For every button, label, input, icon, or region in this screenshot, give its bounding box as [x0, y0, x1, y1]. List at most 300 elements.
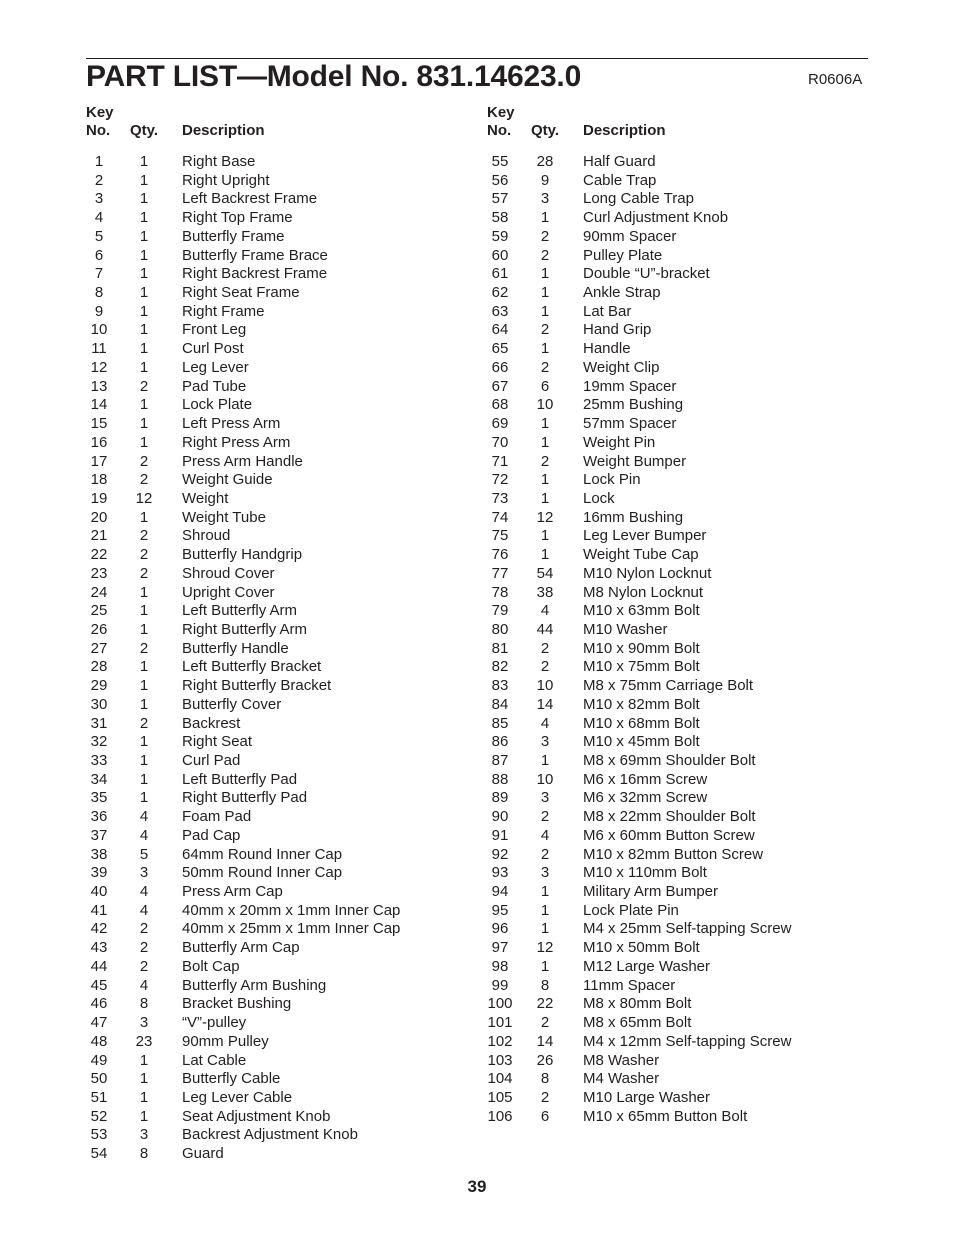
part-key: 28 — [90, 658, 108, 676]
part-key: 6 — [94, 246, 104, 264]
part-description: M10 x 68mm Bolt — [583, 714, 700, 732]
part-description: M8 x 80mm Bolt — [583, 995, 692, 1013]
part-description: M10 Large Washer — [583, 1088, 711, 1106]
part-description: M6 x 60mm Button Screw — [583, 826, 755, 844]
part-key: 81 — [491, 639, 509, 657]
part-description: M6 x 16mm Screw — [583, 770, 708, 788]
part-key: 91 — [491, 826, 509, 844]
header-key-line2: No. — [86, 122, 111, 139]
part-qty: 1 — [139, 190, 149, 208]
part-key: 84 — [491, 695, 509, 713]
part-description: M8 x 75mm Carriage Bolt — [583, 677, 754, 695]
part-qty: 44 — [536, 620, 554, 638]
header-description: Description — [182, 122, 265, 139]
part-qty: 8 — [139, 1145, 149, 1163]
part-description: Right Press Arm — [182, 433, 291, 451]
part-qty: 12 — [536, 939, 554, 957]
part-description: Right Seat Frame — [182, 284, 300, 302]
part-qty: 1 — [139, 265, 149, 283]
part-qty: 1 — [139, 209, 149, 227]
part-qty: 3 — [139, 1014, 149, 1032]
part-description: Lock Pin — [583, 471, 641, 489]
part-qty: 8 — [540, 1070, 550, 1088]
part-description: Right Butterfly Bracket — [182, 677, 332, 695]
part-key: 86 — [491, 733, 509, 751]
part-qty: 1 — [540, 527, 550, 545]
part-key: 11 — [91, 340, 107, 358]
part-description: 90mm Pulley — [182, 1032, 269, 1050]
part-qty: 3 — [540, 190, 550, 208]
part-key: 72 — [491, 471, 509, 489]
part-description: Press Arm Cap — [182, 883, 283, 901]
part-description: M4 x 25mm Self-tapping Screw — [583, 920, 792, 938]
part-qty: 4 — [540, 602, 550, 620]
part-key: 37 — [90, 826, 108, 844]
part-key: 67 — [491, 377, 509, 395]
part-qty: 2 — [540, 246, 550, 264]
part-qty: 2 — [139, 714, 149, 732]
part-description: Left Press Arm — [182, 415, 281, 433]
part-key: 50 — [90, 1070, 108, 1088]
part-description: Butterfly Arm Cap — [182, 939, 300, 957]
part-qty: 6 — [540, 377, 550, 395]
part-key: 23 — [90, 564, 108, 582]
part-description: Right Butterfly Pad — [182, 789, 308, 807]
part-description: Long Cable Trap — [583, 190, 694, 208]
part-key: 101 — [487, 1014, 513, 1032]
part-description: M8 x 22mm Shoulder Bolt — [583, 808, 756, 826]
part-key: 64 — [491, 321, 509, 339]
part-qty: 4 — [139, 901, 149, 919]
part-key: 73 — [491, 489, 509, 507]
part-description: “V”-pulley — [182, 1014, 247, 1032]
part-key: 26 — [90, 620, 108, 638]
part-description: Weight Bumper — [583, 452, 687, 470]
part-description: M10 x 63mm Bolt — [583, 602, 700, 620]
part-key: 38 — [90, 845, 108, 863]
part-description: Leg Lever Bumper — [583, 527, 707, 545]
part-qty: 3 — [540, 733, 550, 751]
part-key: 56 — [491, 171, 509, 189]
part-qty: 8 — [540, 976, 550, 994]
part-qty: 3 — [139, 1126, 149, 1144]
part-description: 40mm x 25mm x 1mm Inner Cap — [182, 920, 401, 938]
part-key: 19 — [90, 489, 108, 507]
part-key: 71 — [491, 452, 509, 470]
part-description: M10 x 65mm Button Bolt — [583, 1107, 748, 1125]
part-qty: 3 — [139, 864, 149, 882]
part-qty: 1 — [139, 153, 149, 170]
part-qty: 2 — [139, 939, 149, 957]
part-qty: 1 — [139, 1051, 149, 1069]
part-key: 39 — [90, 864, 108, 882]
part-qty: 1 — [139, 358, 149, 376]
part-qty: 1 — [540, 284, 550, 302]
part-description: Handle — [583, 340, 631, 358]
part-qty: 1 — [139, 302, 149, 320]
part-key: 106 — [487, 1107, 513, 1125]
part-qty: 10 — [536, 396, 554, 414]
part-key: 57 — [491, 190, 509, 208]
part-qty: 2 — [540, 321, 550, 339]
part-qty: 2 — [139, 452, 149, 470]
part-qty: 38 — [536, 583, 554, 601]
part-description: Cable Trap — [583, 171, 657, 189]
header-key-line1: Key — [86, 104, 114, 121]
part-description: Shroud — [182, 527, 231, 545]
part-qty: 2 — [540, 1014, 550, 1032]
part-description: Leg Lever Cable — [182, 1088, 293, 1106]
part-key: 12 — [90, 358, 108, 376]
part-description: Foam Pad — [182, 808, 252, 826]
part-description: Right Butterfly Arm — [182, 620, 308, 638]
part-description: M12 Large Washer — [583, 957, 711, 975]
part-key: 40 — [90, 883, 108, 901]
part-key: 31 — [90, 714, 108, 732]
part-qty: 1 — [139, 1107, 149, 1125]
part-description: Backrest — [182, 714, 241, 732]
part-description: M4 x 12mm Self-tapping Screw — [583, 1032, 792, 1050]
part-description: Butterfly Frame Brace — [182, 246, 328, 264]
part-key: 102 — [487, 1032, 513, 1050]
part-key: 80 — [491, 620, 509, 638]
part-qty: 2 — [540, 639, 550, 657]
part-key: 32 — [90, 733, 108, 751]
part-qty: 1 — [139, 227, 149, 245]
part-key: 4 — [94, 209, 104, 227]
part-key: 60 — [491, 246, 509, 264]
part-qty: 4 — [139, 976, 149, 994]
header-key-line1: Key — [487, 104, 515, 121]
part-key: 9 — [94, 302, 104, 320]
part-key: 69 — [491, 415, 509, 433]
part-key: 97 — [491, 939, 509, 957]
header-qty: Qty. — [130, 122, 159, 139]
part-key: 5 — [94, 227, 104, 245]
part-key: 25 — [90, 602, 108, 620]
part-qty: 1 — [139, 340, 149, 358]
part-key: 36 — [90, 808, 108, 826]
part-key: 1 — [94, 153, 104, 170]
part-key: 51 — [90, 1088, 108, 1106]
part-key: 74 — [491, 508, 509, 526]
part-description: Lat Bar — [583, 302, 632, 320]
part-qty: 1 — [139, 677, 149, 695]
part-key: 79 — [491, 602, 509, 620]
part-description: 16mm Bushing — [583, 508, 684, 526]
part-key: 83 — [491, 677, 509, 695]
part-key: 7 — [94, 265, 104, 283]
part-key: 65 — [491, 340, 509, 358]
part-qty: 3 — [540, 789, 550, 807]
part-key: 66 — [491, 358, 509, 376]
part-description: Weight Tube Cap — [583, 546, 699, 564]
part-qty: 1 — [540, 883, 550, 901]
part-qty: 12 — [536, 508, 554, 526]
part-description: M10 x 75mm Bolt — [583, 658, 700, 676]
part-qty: 1 — [540, 415, 550, 433]
part-qty: 4 — [139, 883, 149, 901]
part-description: Butterfly Arm Bushing — [182, 976, 327, 994]
part-key: 88 — [491, 770, 509, 788]
part-key: 52 — [90, 1107, 108, 1125]
part-qty: 1 — [540, 546, 550, 564]
header-key-line2: No. — [487, 122, 512, 139]
part-qty: 26 — [536, 1051, 554, 1069]
part-key: 42 — [90, 920, 108, 938]
part-key: 49 — [90, 1051, 108, 1069]
part-description: Weight Pin — [583, 433, 656, 451]
part-description: M4 Washer — [583, 1070, 660, 1088]
part-qty: 1 — [139, 396, 149, 414]
part-description: Left Butterfly Pad — [182, 770, 298, 788]
part-key: 90 — [491, 808, 509, 826]
part-key: 62 — [491, 284, 509, 302]
page-title: PART LIST—Model No. 831.14623.0 — [86, 60, 582, 93]
part-description: Butterfly Handle — [182, 639, 289, 657]
part-qty: 1 — [139, 246, 149, 264]
part-key: 41 — [90, 901, 108, 919]
part-qty: 1 — [139, 508, 149, 526]
part-qty: 1 — [139, 171, 149, 189]
part-key: 22 — [90, 546, 108, 564]
part-qty: 2 — [139, 471, 149, 489]
part-qty: 2 — [540, 808, 550, 826]
part-description: Curl Adjustment Knob — [583, 209, 729, 227]
part-key: 70 — [491, 433, 509, 451]
part-qty: 2 — [540, 1088, 550, 1106]
part-qty: 1 — [139, 620, 149, 638]
part-description: M8 Washer — [583, 1051, 660, 1069]
part-description: Upright Cover — [182, 583, 275, 601]
part-key: 17 — [90, 452, 108, 470]
part-qty: 2 — [139, 564, 149, 582]
part-qty: 1 — [139, 1070, 149, 1088]
part-qty: 1 — [540, 752, 550, 769]
part-key: 61 — [491, 265, 509, 283]
document-code: R0606A — [808, 71, 863, 88]
part-key: 47 — [90, 1014, 108, 1032]
part-description: Butterfly Frame — [182, 227, 285, 245]
part-description: M10 x 82mm Button Screw — [583, 845, 764, 863]
part-key: 3 — [94, 190, 104, 208]
part-key: 87 — [491, 752, 509, 769]
part-key: 54 — [90, 1145, 108, 1163]
part-description: 25mm Bushing — [583, 396, 684, 414]
part-key: 59 — [491, 227, 509, 245]
part-key: 24 — [90, 583, 108, 601]
part-key: 63 — [491, 302, 509, 320]
part-qty: 1 — [540, 957, 550, 975]
part-qty: 14 — [536, 695, 554, 713]
part-description: Right Seat — [182, 733, 253, 751]
part-description: Butterfly Cable — [182, 1070, 281, 1088]
part-key: 2 — [94, 171, 104, 189]
part-key: 33 — [90, 752, 108, 769]
part-key: 35 — [90, 789, 108, 807]
part-description: Front Leg — [182, 321, 247, 339]
part-description: Press Arm Handle — [182, 452, 303, 470]
part-qty: 6 — [540, 1107, 550, 1125]
part-key: 34 — [90, 770, 108, 788]
page-number: 39 — [467, 1177, 487, 1196]
part-key: 103 — [487, 1051, 513, 1069]
part-description: Guard — [182, 1145, 224, 1163]
part-description: Right Frame — [182, 302, 265, 320]
part-qty: 4 — [139, 808, 149, 826]
part-key: 92 — [491, 845, 509, 863]
part-qty: 8 — [139, 995, 149, 1013]
part-key: 82 — [491, 658, 509, 676]
part-qty: 5 — [139, 845, 149, 863]
part-qty: 2 — [540, 358, 550, 376]
part-qty: 1 — [139, 752, 149, 769]
part-qty: 1 — [139, 770, 149, 788]
part-key: 21 — [90, 527, 108, 545]
part-description: M10 x 45mm Bolt — [583, 733, 700, 751]
part-description: Lat Cable — [182, 1051, 247, 1069]
part-key: 104 — [487, 1070, 513, 1088]
part-description: Shroud Cover — [182, 564, 275, 582]
part-description: Curl Pad — [182, 752, 241, 769]
part-description: 19mm Spacer — [583, 377, 677, 395]
part-description: Double “U”-bracket — [583, 265, 710, 283]
part-key: 105 — [487, 1088, 513, 1106]
part-key: 45 — [90, 976, 108, 994]
part-description: Weight — [182, 489, 229, 507]
part-key: 27 — [90, 639, 108, 657]
part-qty: 9 — [540, 171, 550, 189]
part-qty: 2 — [139, 527, 149, 545]
part-qty: 1 — [139, 415, 149, 433]
part-key: 46 — [90, 995, 108, 1013]
part-description: M8 Nylon Locknut — [583, 583, 704, 601]
part-qty: 2 — [540, 845, 550, 863]
part-description: Military Arm Bumper — [583, 883, 719, 901]
part-key: 44 — [90, 957, 108, 975]
part-qty: 1 — [139, 583, 149, 601]
part-description: M10 x 110mm Bolt — [583, 864, 707, 882]
part-key: 8 — [94, 284, 104, 302]
part-description: Right Upright — [182, 171, 270, 189]
part-key: 14 — [90, 396, 108, 414]
part-key: 75 — [491, 527, 509, 545]
part-key: 20 — [90, 508, 108, 526]
part-qty: 10 — [536, 770, 554, 788]
part-description: Lock Plate Pin — [583, 901, 679, 919]
part-description: 11mm Spacer — [583, 976, 676, 994]
part-key: 78 — [491, 583, 509, 601]
part-key: 18 — [90, 471, 108, 489]
part-key: 10 — [90, 321, 108, 339]
part-qty: 2 — [139, 377, 149, 395]
part-key: 53 — [90, 1126, 108, 1144]
part-qty: 14 — [536, 1032, 554, 1050]
part-description: Ankle Strap — [583, 284, 661, 302]
part-qty: 2 — [139, 920, 149, 938]
part-qty: 1 — [139, 1088, 149, 1106]
part-key: 30 — [90, 695, 108, 713]
part-qty: 1 — [540, 433, 550, 451]
part-description: Left Butterfly Arm — [182, 602, 298, 620]
part-key: 29 — [90, 677, 108, 695]
part-description: 64mm Round Inner Cap — [182, 845, 343, 863]
part-description: Seat Adjustment Knob — [182, 1107, 331, 1125]
part-qty: 1 — [540, 489, 550, 507]
part-qty: 1 — [540, 302, 550, 320]
part-description: M10 x 90mm Bolt — [583, 639, 700, 657]
part-qty: 1 — [139, 789, 149, 807]
part-qty: 1 — [139, 733, 149, 751]
part-qty: 1 — [139, 433, 149, 451]
part-qty: 12 — [135, 489, 153, 507]
part-description: M10 x 50mm Bolt — [583, 939, 700, 957]
part-key: 55 — [491, 153, 509, 170]
part-description: 90mm Spacer — [583, 227, 677, 245]
part-qty: 23 — [135, 1032, 153, 1050]
part-qty: 2 — [540, 227, 550, 245]
part-description: Lock Plate — [182, 396, 253, 414]
part-key: 15 — [90, 415, 108, 433]
part-description: Bracket Bushing — [182, 995, 292, 1013]
part-description: Weight Clip — [583, 358, 660, 376]
part-key: 43 — [90, 939, 108, 957]
part-description: Leg Lever — [182, 358, 249, 376]
part-qty: 2 — [139, 639, 149, 657]
part-qty: 1 — [540, 901, 550, 919]
part-qty: 4 — [139, 826, 149, 844]
part-description: Right Backrest Frame — [182, 265, 328, 283]
part-qty: 1 — [139, 695, 149, 713]
part-qty: 1 — [139, 602, 149, 620]
part-description: Curl Post — [182, 340, 244, 358]
part-qty: 3 — [540, 864, 550, 882]
part-key: 77 — [491, 564, 509, 582]
part-qty: 22 — [536, 995, 554, 1013]
header-qty: Qty. — [531, 122, 560, 139]
part-key: 68 — [491, 396, 509, 414]
part-qty: 1 — [540, 471, 550, 489]
part-description: Pad Cap — [182, 826, 241, 844]
part-description: Pulley Plate — [583, 246, 663, 264]
part-key: 96 — [491, 920, 509, 938]
part-qty: 4 — [540, 826, 550, 844]
part-description: 57mm Spacer — [583, 415, 677, 433]
header-description: Description — [583, 122, 666, 139]
part-qty: 1 — [139, 321, 149, 339]
part-description: Weight Tube — [182, 508, 266, 526]
part-description: 40mm x 20mm x 1mm Inner Cap — [182, 901, 401, 919]
part-description: M8 x 69mm Shoulder Bolt — [583, 752, 756, 769]
part-key: 13 — [90, 377, 108, 395]
part-qty: 2 — [139, 546, 149, 564]
part-key: 76 — [491, 546, 509, 564]
part-qty: 54 — [536, 564, 554, 582]
part-qty: 1 — [540, 920, 550, 938]
part-key: 100 — [487, 995, 513, 1013]
part-description: Hand Grip — [583, 321, 652, 339]
part-key: 48 — [90, 1032, 108, 1050]
part-description: Pad Tube — [182, 377, 247, 395]
part-key: 94 — [491, 883, 509, 901]
part-key: 85 — [491, 714, 509, 732]
part-qty: 1 — [540, 209, 550, 227]
part-description: M8 x 65mm Bolt — [583, 1014, 692, 1032]
part-qty: 10 — [536, 677, 554, 695]
part-description: Bolt Cap — [182, 957, 240, 975]
part-description: Butterfly Cover — [182, 695, 282, 713]
part-qty: 2 — [139, 957, 149, 975]
